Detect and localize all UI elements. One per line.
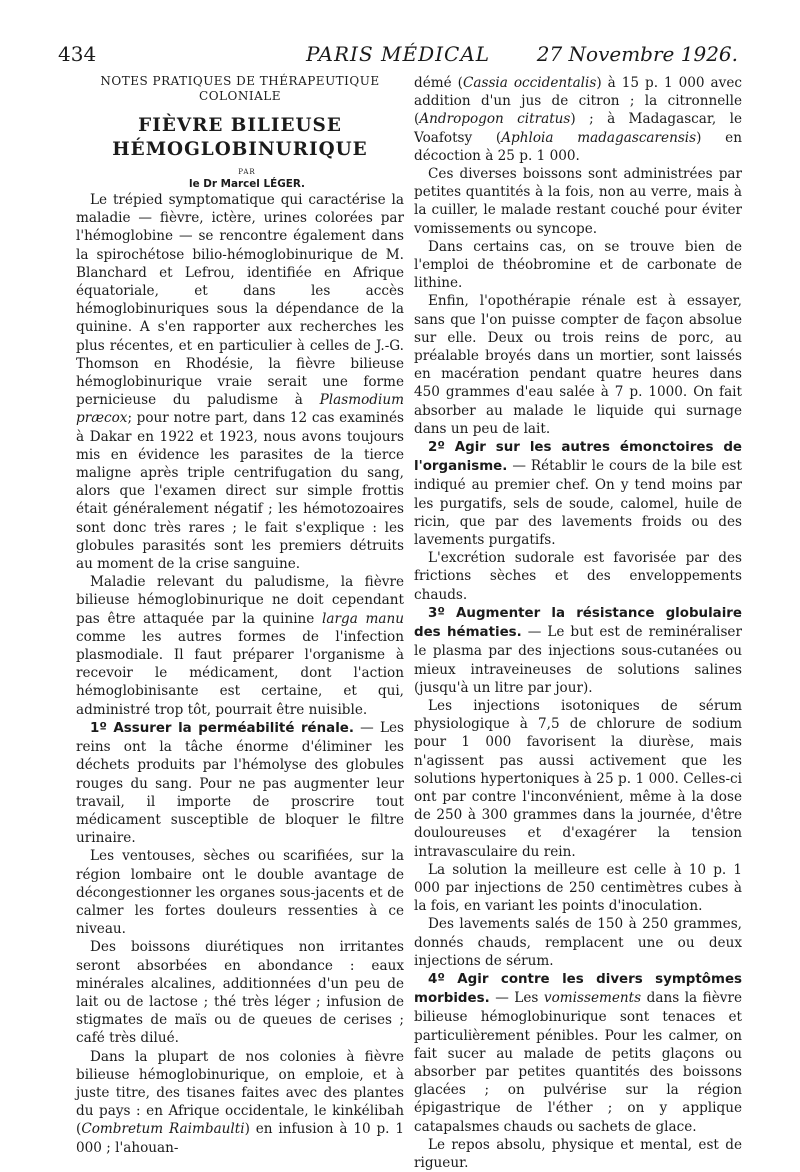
paragraph: Maladie relevant du paludisme, la fièvre bilieuse hémoglobinurique ne doit cependant pas être attaquée par la quinine larga manu comme les autres formes de l'infection plasmodiale. Il faut préparer l'organisme à recevoir le médicament, dont l'action hémoglobinisante est certaine, et qui, administré trop tôt, pourrait être nuisible. bbox=[76, 574, 404, 718]
section-heading: 3º Augmenter la résistance globulaire des hématies. bbox=[414, 605, 742, 641]
page-number: 434 bbox=[58, 42, 97, 66]
paragraph: Les ventouses, sèches ou scarifiées, sur la région lombaire ont le double avantage de décongestionner les organes sous-jacents et de calmer les fortes douleurs ressenties à ce niveau. bbox=[76, 848, 404, 938]
title-line-2: HÉMOGLOBINURIQUE bbox=[112, 139, 368, 160]
section-heading: 1º Assurer la perméabilité rénale. bbox=[90, 720, 354, 736]
paragraph: Les injections isotoniques de sérum physiologique à 7,5 de chlorure de sodium pour 1 000 favorisent la diurèse, mais n'agissent pas aussi activement que les solutions hypertoniques à 25 p. 1 000. Celles-ci ont par contre l'inconvénient, même à la dose de 250 à 300 grammes dans la journée, d'être douloureuses et d'exagérer la tension intravasculaire du rein. bbox=[414, 697, 742, 860]
paragraph: Ces diverses boissons sont administrées par petites quantités à la fois, non au verre, mais à la cuiller, le malade restant couché pour éviter vomissements ou syncope. bbox=[414, 166, 742, 237]
paragraph: Dans la plupart de nos colonies à fièvre bilieuse hémoglobinurique, on emploie, et à juste titre, des tisanes faites avec des plantes du pays : en Afrique occidentale, le kinkélibah (Combretum Raimbaulti) en infusion à 10 p. 1 000 ; l'ahouan- bbox=[76, 1048, 404, 1156]
section-2: 2º Agir sur les autres émonctoires de l'organisme. — Rétablir le cours de la bile est indiqué au premier chef. On y tend moins par les purgatifs, sels de soude, calomel, huile de ricin, que par des lavements froids ou des lavements purgatifs. bbox=[414, 440, 742, 549]
paragraph: Le trépied symptomatique qui caractérise la maladie — fièvre, ictère, urines colorées par l'hémoglobine — se rencontre également dans la spirochétose bilio-hémoglobinurique de M. Blanchard et Lefrou, identifiée en Afrique équatoriale, et dans les accès hémoglobinuriques sous la dépendance de la quinine. A s'en rapporter aux recherches les plus récentes, et en particulier à celles de J.-G. Thomson en Rhodésie, la fièvre bilieuse hémoglobinurique vraie serait une forme pernicieuse du paludisme à Plasmodium præcox; pour notre part, dans 12 cas examinés à Dakar en 1922 et 1923, nous avons toujours mis en évidence les parasites de la tierce maligne après triple centrifugation du sang, alors que l'examen direct sur simple frottis était généralement négatif ; les hémotozoaires sont donc très rares ; le fait s'explique : les globules parasités sont les premiers détruits au moment de la crise sanguine. bbox=[76, 192, 404, 573]
paragraph: démé (Cassia occidentalis) à 15 p. 1 000 avec addition d'un jus de citron ; la citronnelle (Andropogon citratus) ; à Madagascar, le Voafotsy (Aphloia madagascarensis) en décoction à 25 p. 1 000. bbox=[414, 75, 742, 164]
author-name: le Dr Marcel LÉGER. bbox=[189, 178, 305, 190]
left-column bbox=[76, 74, 404, 1157]
section-heading: 4º Agir contre les divers symptômes morbides. bbox=[414, 971, 742, 1007]
section-4: 4º Agir contre les divers symptômes morbides. — Les vomissements dans la fièvre bilieuse hémoglobinurique sont tenaces et particulièrement pénibles. Pour les calmer, on fait sucer au malade de petits glaçons ou absorber par petites quantités des boissons glacées ; on pulvérise sur la région épigastrique de l'éther ; on y applique catapalsmes chauds ou sachets de glace. bbox=[414, 971, 743, 1135]
paragraph: La solution la meilleure est celle à 10 p. 1 000 par injections de 250 centimètres cubes à la fois, en variant les points d'inoculation. bbox=[414, 861, 742, 915]
right-column bbox=[414, 74, 742, 1172]
page-header bbox=[58, 42, 738, 70]
rubric-line-1: NOTES PRATIQUES DE THÉRAPEUTIQUE bbox=[100, 74, 380, 88]
paragraph: L'excrétion sudorale est favorisée par des frictions sèches et des enveloppements chauds. bbox=[414, 550, 742, 603]
issue-date: 27 Novembre 1926. bbox=[536, 42, 738, 66]
section-1: 1º Assurer la perméabilité rénale. — Les reins ont la tâche énorme d'éliminer les déchets produits par l'hémolyse des globules rouges du sang. Pour ne pas augmenter leur travail, il importe de proscrire tout médicament susceptible de bloquer le filtre urinaire. bbox=[76, 719, 404, 847]
paragraph: Des boissons diurétiques non irritantes seront absorbées en abondance : eaux minérales alcalines, additionnées d'un peu de lait ou de lactose ; thé très léger ; infusion de stigmates de maïs ou de queues de cerises ; café très dilué. bbox=[76, 939, 404, 1047]
paragraph: Le repos absolu, physique et mental, est de rigueur. bbox=[414, 1136, 742, 1171]
paragraph: Enfin, l'opothérapie rénale est à essayer, sans que l'on puisse compter de façon absolue sur elle. Deux ou trois reins de porc, au préalable broyés dans un mortier, sont laissés en macération pendant quatre heures dans 450 grammes d'eau salée à 7 p. 1000. On fait absorber au malade le liquide qui surnage dans un peu de lait. bbox=[414, 293, 742, 437]
section-3: 3º Augmenter la résistance globulaire des hématies. — Le but est de reminéraliser le plasma par des injections sous-cutanées ou mieux intraveineuses de solutions salines (jusqu'à un litre par jour). bbox=[414, 605, 742, 696]
section-heading: 2º Agir sur les autres émonctoires de l'organisme. bbox=[414, 440, 742, 475]
running-title: PARIS MÉDICAL bbox=[305, 42, 491, 66]
rubric bbox=[76, 74, 404, 104]
title-line-1: FIÈVRE BILIEUSE bbox=[138, 115, 342, 136]
byline-par: PAR bbox=[238, 168, 256, 176]
article-title bbox=[76, 114, 404, 162]
paragraph: Des lavements salés de 150 à 250 grammes, donnés chauds, remplacent une ou deux injections de sérum. bbox=[414, 916, 742, 969]
paragraph: Dans certains cas, on se trouve bien de l'emploi de théobromine et de carbonate de lithine. bbox=[414, 238, 742, 292]
rubric-line-2: COLONIALE bbox=[199, 89, 281, 103]
